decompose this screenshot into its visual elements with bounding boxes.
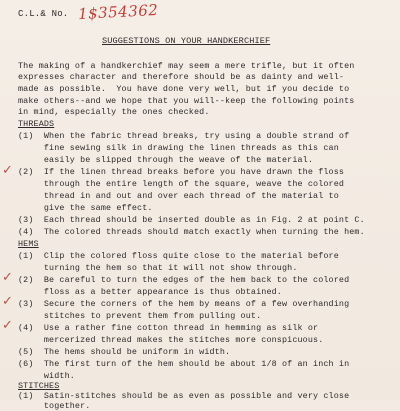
hems-item-line: (2) Be careful to turn the edges of the hem back to the colored: [18, 275, 350, 285]
hems-item-line: (1) Clip the colored floss quite close to the material before: [18, 251, 339, 261]
intro-line: in mind, especially the ones checked.: [18, 107, 210, 117]
threads-item-line: (3) Each thread should be inserted double as in Fig. 2 at point C.: [18, 215, 365, 225]
check-mark-icon: ✓: [2, 318, 13, 333]
intro-line: make others--and we hope that you will--keep the following points: [18, 96, 355, 106]
section-heading-hems: HEMS: [18, 239, 39, 249]
cl-label: C.L.& No.: [18, 9, 69, 19]
document-title: SUGGESTIONS ON YOUR HANDKERCHIEF: [102, 36, 271, 46]
check-mark-icon: ✓: [2, 270, 13, 285]
threads-item-line: give the same effect.: [18, 203, 153, 213]
intro-line: made as possible. You have done very well, but if you decide to: [18, 84, 350, 94]
check-mark-icon: ✓: [2, 163, 13, 178]
section-heading-stitches: STITCHES: [18, 381, 60, 391]
hems-item-line: floss as a better appearance is thus obtained.: [18, 287, 282, 297]
check-mark-icon: ✓: [2, 294, 13, 309]
cl-number-handwritten: 1$354362: [77, 0, 159, 24]
threads-item-line: (2) If the linen thread breaks before you have drawn the floss: [18, 167, 345, 177]
hems-item-line: width.: [18, 371, 75, 381]
hems-item-line: stitches to prevent them from pulling out.: [18, 311, 262, 321]
hems-item-line: (5) The hems should be uniform in width.: [18, 347, 231, 357]
hems-item-line: (6) The first turn of the hem should be about 1/8 of an inch in: [18, 359, 350, 369]
threads-item-line: easily be slipped through the weave of the material.: [18, 155, 314, 165]
threads-item-line: (4) The colored threads should match exactly when turning the hem.: [18, 227, 365, 237]
intro-line: The making of a handkerchief may seem a mere trifle, but it often: [18, 61, 355, 71]
threads-item-line: (1) When the fabric thread breaks, try using a double strand of: [18, 131, 350, 141]
stitches-item-line: (1) Satin-stitches should be as even as possible and very close: [18, 391, 350, 401]
intro-line: expresses character and therefore should be as dainty and well-: [18, 72, 345, 82]
threads-item-line: thread in and out and over each thread of the material to: [18, 191, 339, 201]
section-heading-threads: THREADS: [18, 119, 55, 129]
hems-item-line: mercerized thread makes the stitches more conspicuous.: [18, 335, 324, 345]
hems-item-line: (4) Use a rather fine cotton thread in hemming as silk or: [18, 323, 319, 333]
hems-item-line: (3) Secure the corners of the hem by means of a few overhanding: [18, 299, 350, 309]
threads-item-line: fine sewing silk in drawing the linen threads as this can: [18, 143, 339, 153]
stitches-item-line: together.: [18, 401, 91, 411]
hems-item-line: turning the hem so that it will not show through.: [18, 263, 298, 273]
threads-item-line: through the entire length of the square, weave the colored: [18, 179, 345, 189]
